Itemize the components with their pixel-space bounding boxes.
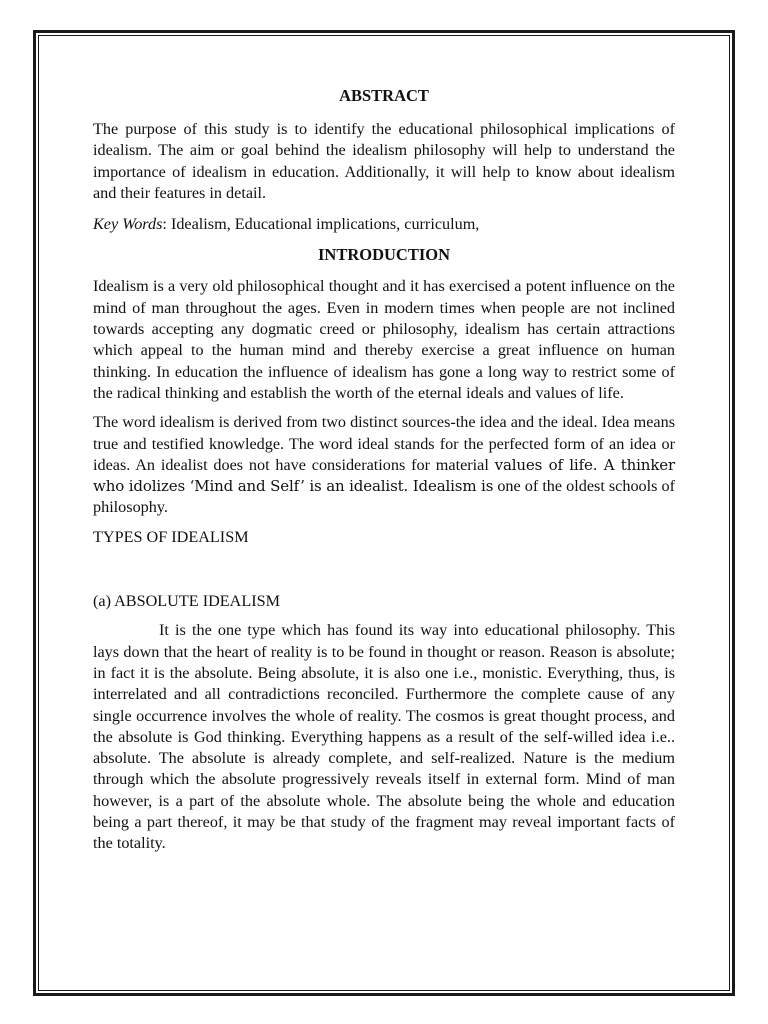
abstract-heading: ABSTRACT <box>339 86 429 105</box>
introduction-paragraph-2-part-3: one of the oldest schools of philosophy. <box>93 477 675 517</box>
abstract-paragraph: The purpose of this study is to identify the educational philosophical implications of idealism. The aim or goal behind the idealism philosophy will help to understand the importance of idealism in education. Additionally, it will help to know about idealism and their features in detail. <box>93 120 675 202</box>
document-body <box>93 84 675 855</box>
introduction-paragraph-2-part-1: The word idealism is derived from two distinct sources-the idea and the ideal. Idea means true and testified knowledge. The word ideal stands for the perfected form of an idea or ideas. An idealist does not have considerations for material <box>93 413 675 474</box>
types-heading: TYPES OF IDEALISM <box>93 527 249 546</box>
introduction-paragraph-1: Idealism is a very old philosophical thought and it has exercised a potent influence on the mind of man throughout the ages. Even in modern times when people are not inclined towards accepting any dogmatic creed or philosophy, idealism has certain attractions which appeal to the human mind and thereby exercise a great influence on human thinking. In education the influence of idealism has gone a long way to restrict some of the radical thinking and establish the worth of the eternal ideals and values of life. <box>93 277 675 402</box>
absolute-idealism-paragraph: It is the one type which has found its way into educational philosophy. This lays down that the heart of reality is to be found in thought or reason. Reason is absolute; in fact it is the absolute. Being absolute, it is also one i.e., monistic. Everything, thus, is interrelated and all contradictions reconciled. Furthermore the complete cause of any single occurrence involves the whole of reality. The cosmos is great thought process, and the absolute is God thinking. Everything happens as a result of the self-willed idea i.e.. absolute. The absolute is already complete, and self-realized. Nature is the medium through which the absolute progressively reveals itself in external form. Mind of man however, is a part of the absolute whole. The absolute being the whole and education being a part thereof, it may be that study of the fragment may reveal important facts of the totality. <box>93 621 675 853</box>
keywords-text: : Idealism, Educational implications, curriculum, <box>162 215 480 234</box>
keywords-line <box>93 214 675 235</box>
introduction-heading: INTRODUCTION <box>317 245 451 265</box>
absolute-idealism-subheading: (a) ABSOLUTE IDEALISM <box>93 592 281 611</box>
introduction-paragraph-2-part-2: values of life. A thinker who idolizes ‘Mind and Self’ is an idealist. Idealism is <box>93 455 676 496</box>
introduction-paragraph-2 <box>93 412 675 518</box>
keywords-label: Key Words <box>93 215 163 234</box>
